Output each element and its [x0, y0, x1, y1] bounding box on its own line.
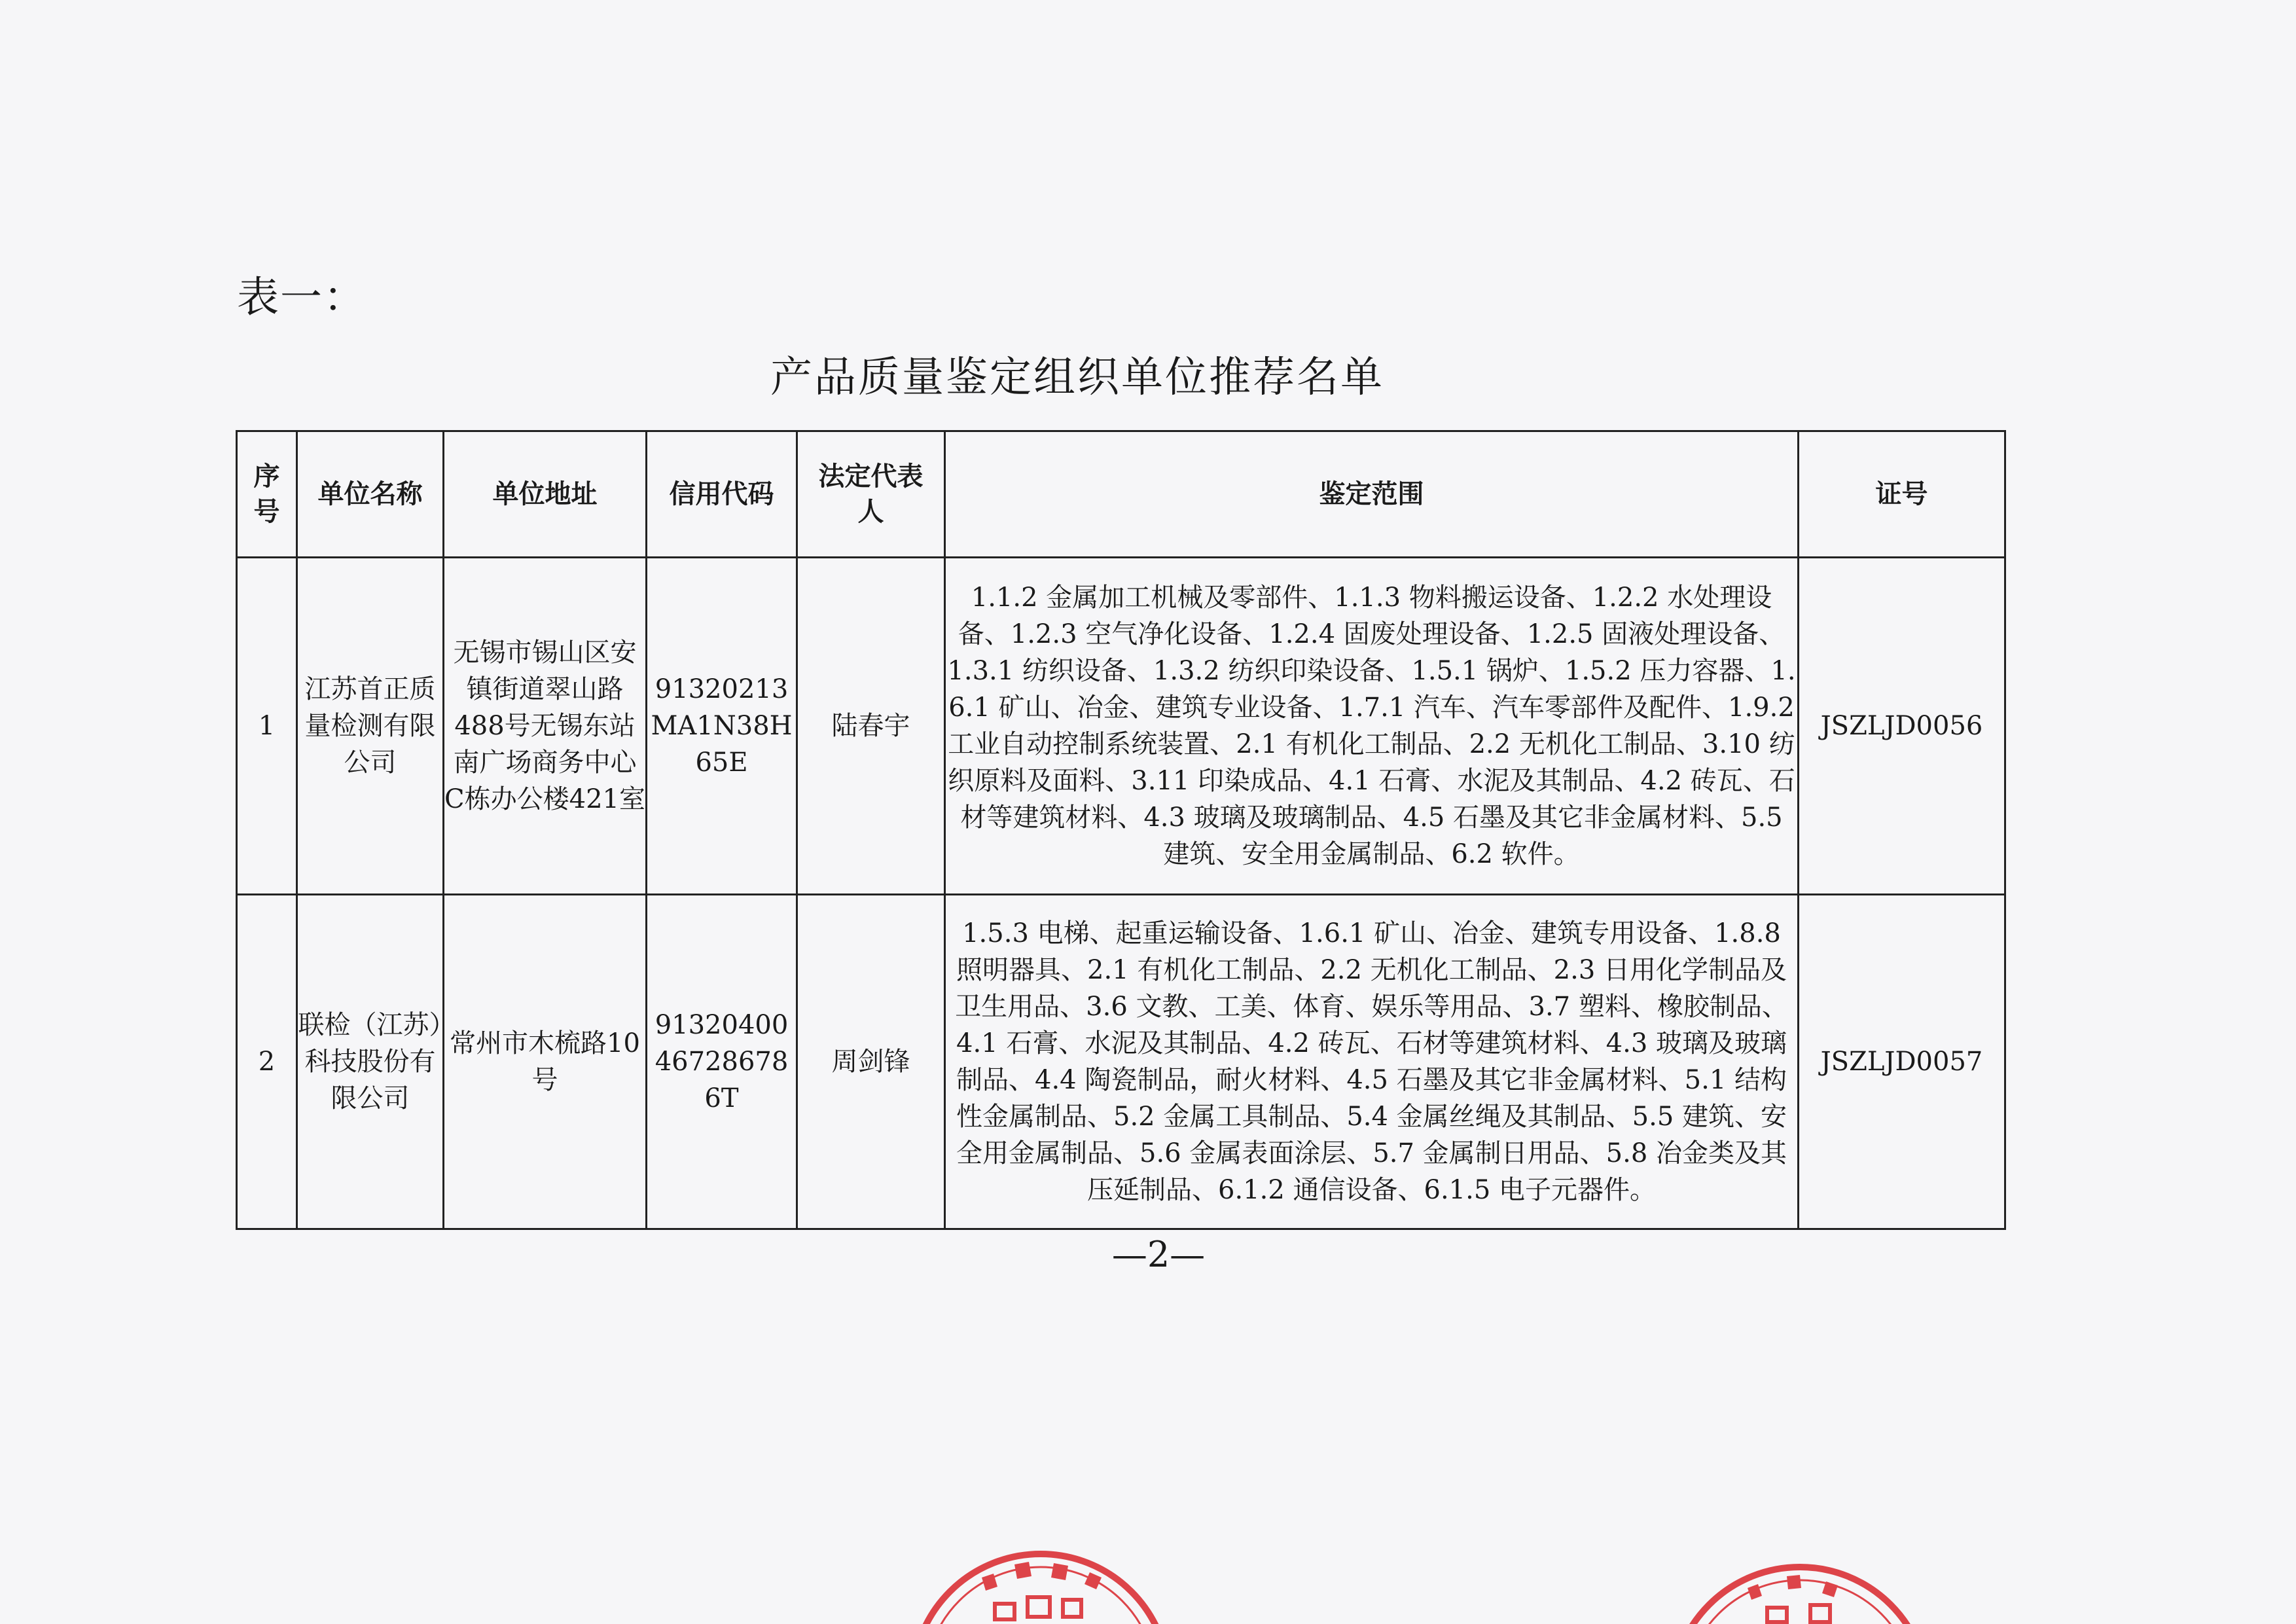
- table-label: 表一：: [237, 274, 367, 322]
- header-row: [237, 431, 2005, 558]
- cell-credit-code: 91320213MA1N38H65E: [647, 558, 797, 895]
- cell-credit-code: 913204004672867​86T: [647, 895, 797, 1229]
- table-row: [237, 895, 2005, 1229]
- cell-address: 无锡市锡山区安镇街道翠山路488号无锡东站南广场商务中心C栋办公楼421室: [444, 558, 647, 895]
- seal-stamp-right: [1662, 1545, 1937, 1624]
- header-seq: 序号: [237, 431, 297, 558]
- cell-name: 江苏首正质量检测有限公司: [297, 558, 444, 895]
- cell-legal-rep: 周剑锋: [797, 895, 945, 1229]
- header-scope: 鉴定范围: [945, 431, 1799, 558]
- header-credit-code: 信用代码: [647, 431, 797, 558]
- header-cert-no: 证号: [1799, 431, 2005, 558]
- cell-cert-no: JSZLJD0056: [1799, 558, 2005, 895]
- header-legal-rep: 法定代表人: [797, 431, 945, 558]
- cell-scope: 1.5.3 电梯、起重运输设备、1.6.1 矿山、冶金、建筑专用设备、1.8.8 照明器具、2.1 有机化工制品、2.2 无机化工制品、2.3 日用化学制品及卫生用品、3.6 文教、工美、体育、娱乐等用品、3.7 塑料、橡胶制品、4.1 石膏、水泥及其制品、4.2 砖瓦、石材等建筑材料、4.3 玻璃及玻璃制品、4.4 陶瓷制品，耐火材料、4.5 石墨及其它非金属材料、5.1 结构性金属制品、5.2 金属工具制品、5.4 金属丝绳及其制品、5.5 建筑、安全用金属制品、5.6 金属表面涂层、5.7 金属制日用品、5.8 冶金类及其压延制品、6.1.2 通信设备、6.1.5 电子元器件。: [945, 895, 1799, 1229]
- document-title: 产品质量鉴定组织单位推荐名单: [770, 353, 1384, 402]
- header-name: 单位名称: [297, 431, 444, 558]
- cell-scope: 1.1.2 金属加工机械及零部件、1.1.3 物料搬运设备、1.2.2 水处理设备、1.2.3 空气净化设备、1.2.4 固废处理设备、1.2.5 固液处理设备、1.3.1 纺织设备、1.3.2 纺织印染设备、1.5.1 锅炉、1.5.2 压力容器、1.6.1 矿山、冶金、建筑专业设备、1.7.1 汽车、汽车零部件及配件、1.9.2 工业自动控制系统装置、2.1 有机化工制品、2.2 无机化工制品、3.10 纺织原料及面料、3.11 印染成品、4.1 石膏、水泥及其制品、4.2 砖瓦、石材等建筑材料、4.3 玻璃及玻璃制品、4.5 石墨及其它非金属材料、5.5 建筑、安全用金属制品、6.2 软件。: [945, 558, 1799, 895]
- header-address: 单位地址: [444, 431, 647, 558]
- cell-address: 常州市木梳路10号: [444, 895, 647, 1229]
- cell-name: 联检（江苏）科技股份有限公司: [297, 895, 444, 1229]
- recommendation-table: [236, 430, 2006, 1230]
- seal-stamp-left: [903, 1532, 1178, 1624]
- cell-seq: 2: [237, 895, 297, 1229]
- cell-cert-no: JSZLJD0057: [1799, 895, 2005, 1229]
- table-row: [237, 558, 2005, 895]
- page-number: —2—: [1111, 1234, 1206, 1275]
- cell-legal-rep: 陆春宇: [797, 558, 945, 895]
- cell-seq: 1: [237, 558, 297, 895]
